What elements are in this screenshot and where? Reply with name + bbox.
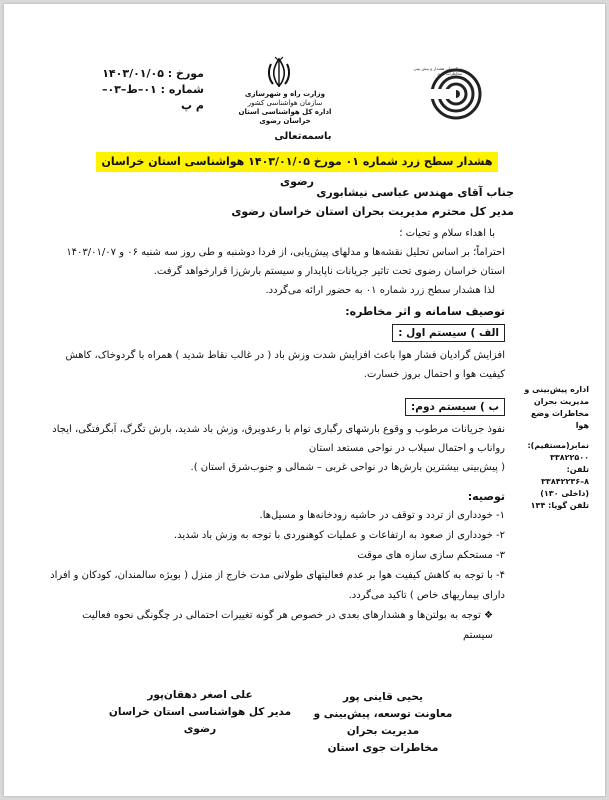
letter-date: مورخ : ۱۴۰۳/۰۱/۰۵ [102, 67, 204, 80]
letter-number: شماره : ۰۱–ط–۰۳–م پ [101, 83, 204, 112]
letter-body [50, 224, 505, 646]
system-one-title: الف ) سیستم اول : [392, 324, 505, 342]
signature-director [100, 687, 300, 738]
signer-title: مخاطرات جوی استان [327, 742, 439, 754]
national-emblem-icon [262, 56, 296, 90]
recipient-title: مدیر کل محترم مدیریت بحران استان خراسان رضوی [231, 205, 514, 218]
recommendation-item: ۲- خودداری از صعود به ارتفاعات و عملیات کوهنوردی با توجه به وزش باد شدید. [173, 530, 505, 541]
contact-sidebar [517, 384, 589, 512]
system-two-title: ب ) سیستم دوم: [405, 398, 505, 416]
department-name: اداره کل هواشناسی استان خراسان رضوی [238, 108, 332, 125]
fax-label: نمابر(مستقیم): [527, 441, 589, 450]
ministry-name: وزارت راه و شهرسازی [245, 90, 325, 98]
greeting: با اهداء سلام و تحیات ؛ [399, 228, 495, 239]
system-two-note: ( پیش‌بینی بیشترین بارش‌ها در نواحی غربی – شمالی و جنوب‌شرق استان ). [190, 462, 505, 473]
fax-number: ۳۳۸۲۲۵۰۰ [549, 453, 589, 462]
section-heading: توصیف سامانه و اثر مخاطره: [345, 305, 505, 318]
phone-label: تلفن: [566, 465, 589, 474]
date-number-block [94, 66, 204, 114]
recipient-name: جناب آقای مهندس عباسی نیشابوری [316, 186, 514, 199]
system-one-text: افزایش گرادیان فشار هوا باعث افزایش شدت وزش باد ( در غالب نقاط شدید ) همراه با گردوخاک، کاهش کیفیت هوا و احتمال بروز خسارت. [65, 350, 505, 380]
bismillah: باسمه‌تعالی [274, 131, 332, 142]
paragraph-forecast: احتراماً؛ بر اساس تحلیل نقشه‌ها و مدلهای پیش‌یابی، از فردا دوشنبه و طی روز سه شنبه ۰۶ و ۱۴۰۳/۰۱/۰۷ استان خراسان رضوی تحت تاثیر جریانات ناپایدار و سیستم بارش‌زا قرارخواهد گرفت. [66, 247, 505, 277]
signer-name: یحیی قاینی پور [343, 691, 423, 703]
alert-title: هشدار سطح زرد شماره ۰۱ مورخ ۱۴۰۳/۰۱/۰۵ هواشناسی استان خراسان رضوی [96, 152, 498, 172]
voice-line: تلفن گویا: ۱۳۴ [530, 501, 589, 510]
recommendations-heading: توصیه: [467, 490, 505, 503]
recommendation-item: ۳- مستحکم سازی سازه های موقت [357, 550, 505, 561]
meteorology-logo-icon [412, 59, 482, 129]
document-page [4, 4, 605, 796]
signer-title: معاونت توسعه، پیش‌بینی و مدیریت بحران [313, 708, 453, 737]
organization-name: سازمان هواشناسی کشور [247, 99, 323, 107]
note-item: ❖ توجه به بولتن‌ها و هشدارهای بعدی در خصوص هر گونه تغییرات احتمالی در چگونگی نحوه فعالیت سیستم [82, 610, 493, 641]
extension: (داخلی ۱۳۰) [540, 489, 589, 498]
recommendation-item: ۱- خودداری از تردد و توقف در حاشیه رودخانه‌ها و مسیل‌ها. [259, 510, 505, 521]
logo-caption: مرکز ملی هشدار و پیش بینی مخاطرات جوی [413, 66, 462, 76]
recommendation-item: ۴- با توجه به کاهش کیفیت هوا بر عدم فعالیتهای طولانی مدت خارج از منزل ( بویژه سالمندان، کودکان و افراد دارای بیماریهای خاص ) تاکید می‌گردد. [50, 570, 505, 601]
recipient [64, 183, 514, 221]
paragraph-alert: لذا هشدار سطح زرد شماره ۰۱ به حضور ارائه می‌گردد. [265, 285, 495, 296]
ministry-caption [230, 90, 340, 126]
unit-name: اداره پیش‌بینی و مدیریت بحران مخاطرات وضع هوا [524, 385, 589, 430]
signature-deputy [298, 689, 468, 757]
system-two-text: نفوذ جریانات مرطوب و وقوع بارشهای رگباری توام با رعدوبرق، وزش باد شدید، بارش تگرگ، آبگرفتگی، ایجاد رواناب و احتمال سیلاب در نواحی مستعد استان [52, 424, 505, 454]
phone-number: ۸–۳۳۸۴۲۲۳۶ [541, 477, 589, 486]
signer-title: مدیر کل هواشناسی استان خراسان رضوی [108, 706, 292, 735]
signer-name: علی اصغر دهقان‌پور [147, 689, 253, 701]
